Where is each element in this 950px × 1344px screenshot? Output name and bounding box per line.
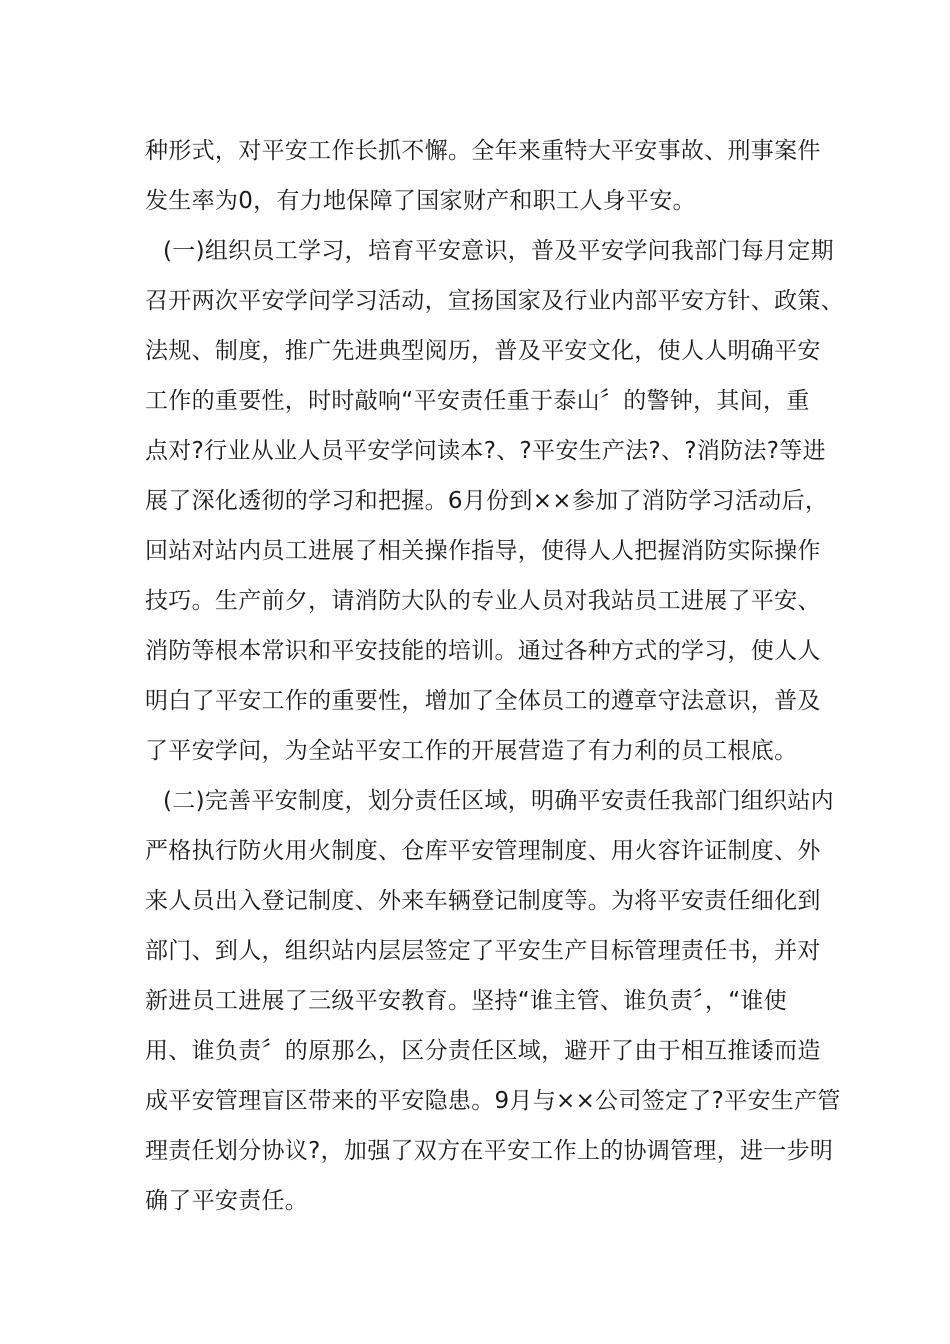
text-line: 点对?行业从业人员平安学问读本?、?平安生产法?、?消防法?等进 xyxy=(145,438,826,464)
text-line: 召开两次平安学问学习活动，宣扬国家及行业内部平安方针、政策、 xyxy=(145,288,844,314)
text-line: 明白了平安工作的重要性，增加了全体员工的遵章守法意识，普及 xyxy=(145,688,821,714)
section-heading-line: (一)组织员工学习，培育平安意识，普及平安学问我部门每月定期 xyxy=(163,238,834,264)
text-line: 严格执行防火用火制度、仓库平安管理制度、用火容许证制度、外 xyxy=(145,838,821,864)
text-line: 展了深化透彻的学习和把握。6月份到××参加了消防学习活动后， xyxy=(145,488,829,514)
document-body xyxy=(145,126,844,1226)
text-line: 技巧。生产前夕，请消防大队的专业人员对我站员工进展了平安、 xyxy=(145,588,821,614)
text-line: 法规、制度，推广先进典型阅历，普及平安文化，使人人明确平安 xyxy=(145,338,821,364)
text-line: 消防等根本常识和平安技能的培训。通过各种方式的学习，使人人 xyxy=(145,638,821,664)
text-line: 回站对站内员工进展了相关操作指导，使得人人把握消防实际操作 xyxy=(145,538,821,564)
text-line: 了平安学问，为全站平安工作的开展营造了有力利的员工根底。 xyxy=(145,738,798,764)
text-line: 新进员工进展了三级平安教育。坚持“谁主管、谁负责〞，“谁使 xyxy=(145,988,788,1014)
text-line: 发生率为0，有力地保障了国家财产和职工人身平安。 xyxy=(145,188,696,214)
text-line: 成平安管理盲区带来的平安隐患。9月与××公司签定了?平安生产管 xyxy=(145,1088,841,1114)
text-line: 用、谁负责〞的原那么，区分责任区域，避开了由于相互推诿而造 xyxy=(145,1038,821,1064)
text-line: 来人员出入登记制度、外来车辆登记制度等。为将平安责任细化到 xyxy=(145,888,821,914)
text-line: 工作的重要性，时时敲响“平安责任重于泰山〞的警钟，其间，重 xyxy=(145,388,810,414)
text-line: 种形式，对平安工作长抓不懈。全年来重特大平安事故、刑事案件 xyxy=(145,138,821,164)
section-heading-line: (二)完善平安制度，划分责任区域，明确平安责任我部门组织站内 xyxy=(163,788,834,814)
text-line: 理责任划分协议?，加强了双方在平安工作上的协调管理，进一步明 xyxy=(145,1138,834,1164)
text-line: 部门、到人，组织站内层层签定了平安生产目标管理责任书，并对 xyxy=(145,938,821,964)
text-line: 确了平安责任。 xyxy=(145,1188,309,1214)
